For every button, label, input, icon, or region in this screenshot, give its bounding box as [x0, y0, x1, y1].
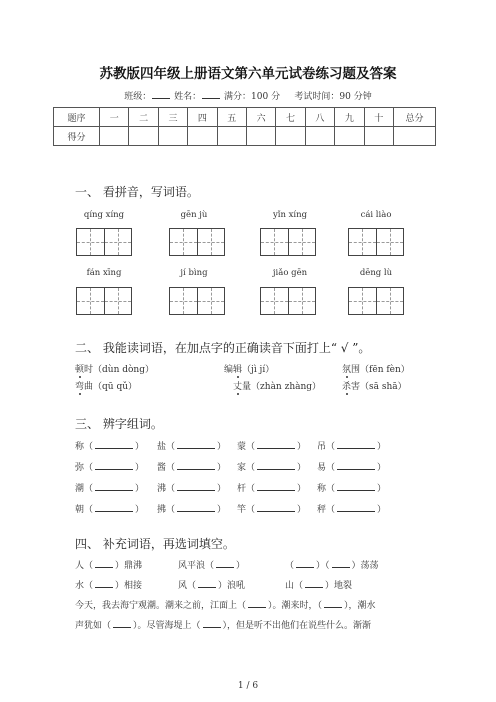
pinyin: gēn jù: [180, 210, 208, 220]
writing-grid[interactable]: [348, 228, 404, 256]
answer-blank[interactable]: [337, 503, 375, 512]
char-label: 拂: [157, 505, 167, 515]
char-item[interactable]: 竿（ ）: [237, 505, 307, 515]
writing-grid[interactable]: [260, 287, 316, 315]
reading-item[interactable]: [75, 362, 154, 375]
text-part: 风（: [178, 581, 197, 591]
answer-blank[interactable]: [257, 461, 295, 470]
score-cell: 六: [246, 108, 275, 127]
answer-blank[interactable]: [95, 482, 133, 491]
score-input-cell[interactable]: [276, 127, 305, 146]
text-part: 人（: [75, 561, 94, 571]
reading-options: （jì jí）: [242, 365, 275, 375]
reading-options: （qū qǔ）: [93, 382, 138, 392]
answer-blank[interactable]: [337, 461, 375, 470]
time-label: 考试时间：90 分钟: [294, 92, 372, 102]
char-item[interactable]: 酱（ ）: [157, 463, 227, 473]
score-row-label: 得分: [54, 127, 100, 146]
answer-blank[interactable]: [337, 440, 375, 449]
score-input-cell[interactable]: [158, 127, 187, 146]
char-item[interactable]: 秤（ ）: [317, 505, 387, 515]
writing-grid[interactable]: [76, 287, 132, 315]
score-cell: 四: [188, 108, 217, 127]
writing-grid[interactable]: [260, 228, 316, 256]
answer-blank[interactable]: [296, 559, 314, 568]
score-cell: 十: [364, 108, 393, 127]
idiom-item[interactable]: [285, 578, 352, 591]
text-part: 声犹如（: [75, 621, 112, 631]
answer-blank[interactable]: [332, 559, 350, 568]
text-part: ），潮水: [344, 601, 376, 611]
answer-blank[interactable]: [203, 619, 221, 628]
score-cell: 七: [276, 108, 305, 127]
char-item[interactable]: 朝（ ）: [75, 505, 145, 515]
char-label: 秤: [317, 505, 327, 515]
text-part: 风平浪（: [178, 561, 215, 571]
score-cell: 二: [129, 108, 158, 127]
dotted-char: 弯: [75, 382, 85, 392]
score-table: [53, 107, 436, 146]
answer-blank[interactable]: [95, 440, 133, 449]
word-part: 编: [224, 365, 234, 375]
answer-blank[interactable]: [337, 482, 375, 491]
reading-item[interactable]: [224, 362, 274, 375]
char-item[interactable]: 盐（ ）: [157, 442, 227, 452]
score-input-cell[interactable]: [305, 127, 334, 146]
reading-item[interactable]: [233, 379, 321, 392]
word-part: 围: [351, 365, 361, 375]
char-label: 酱: [157, 463, 167, 473]
word-part: 害: [351, 382, 361, 392]
word-part: 时: [84, 365, 94, 375]
idiom-item[interactable]: [178, 578, 245, 591]
score-input-cell[interactable]: [100, 127, 129, 146]
dotted-char: 辑: [233, 365, 243, 375]
writing-grid[interactable]: [169, 228, 225, 256]
score-input-cell[interactable]: [246, 127, 275, 146]
pinyin: qíng xíng: [83, 210, 125, 220]
score-cell: 九: [335, 108, 364, 127]
text-part: ）。尽管海堤上（: [133, 621, 201, 631]
answer-blank[interactable]: [216, 559, 234, 568]
answer-blank[interactable]: [198, 579, 216, 588]
writing-grid[interactable]: [348, 287, 404, 315]
answer-blank[interactable]: [177, 440, 215, 449]
char-label: 朝: [75, 505, 85, 515]
score-label: 满分：100 分: [224, 92, 281, 102]
idiom-item[interactable]: [178, 558, 245, 571]
char-label: 盐: [157, 442, 167, 452]
dotted-char: 氛: [342, 365, 352, 375]
reading-options: （sā shā）: [360, 382, 407, 392]
section2-heading: 二、 我能读词语，在加点字的正确读音下面打上“ √ ”。: [75, 341, 371, 355]
score-input-cell[interactable]: [129, 127, 158, 146]
score-cell: 总分: [394, 108, 436, 127]
section3-heading: 三、 辨字组词。: [75, 417, 163, 431]
answer-blank[interactable]: [257, 482, 295, 491]
class-blank[interactable]: [152, 89, 170, 99]
answer-blank[interactable]: [257, 503, 295, 512]
section1-heading: 一、 看拼音，写词语。: [75, 185, 199, 199]
pinyin: dēng lù: [359, 268, 393, 278]
text-part: ）浪吼: [218, 581, 246, 591]
text-part: 今天，我去海宁观潮。潮来之前，江面上（: [75, 601, 247, 611]
score-cell: 三: [158, 108, 187, 127]
char-item[interactable]: 易（ ）: [317, 463, 387, 473]
pinyin: yǐn xíng: [272, 210, 308, 220]
score-input-cell[interactable]: [188, 127, 217, 146]
idiom-item[interactable]: [75, 578, 142, 591]
char-item[interactable]: 沸（ ）: [157, 484, 227, 494]
char-item[interactable]: 称（ ）: [317, 484, 387, 494]
name-blank[interactable]: [202, 89, 220, 99]
page-title: 苏教版四年级上册语文第六单元试卷练习题及答案: [99, 66, 397, 82]
answer-blank[interactable]: [95, 579, 113, 588]
char-label: 弥: [75, 463, 85, 473]
char-label: 杆: [237, 484, 247, 494]
char-item[interactable]: 拂（ ）: [157, 505, 227, 515]
name-label: 姓名：: [174, 92, 202, 102]
word-part: 曲: [84, 382, 94, 392]
score-input-cell[interactable]: [335, 127, 364, 146]
text-part: ）（: [316, 561, 330, 571]
fill-paragraph-line[interactable]: [75, 598, 376, 611]
char-item[interactable]: 杆（ ）: [237, 484, 307, 494]
score-table-header-row: [54, 108, 436, 127]
char-item[interactable]: 吊（ ）: [317, 442, 387, 452]
text-part: 山（: [285, 581, 304, 591]
text-part: ）: [236, 561, 246, 571]
answer-blank[interactable]: [324, 599, 342, 608]
char-item[interactable]: 潮（ ）: [75, 484, 145, 494]
char-label: 称: [75, 442, 85, 452]
char-item[interactable]: 弥（ ）: [75, 463, 145, 473]
reading-options: （fēn fèn）: [360, 365, 410, 375]
dotted-char: 丈: [233, 382, 243, 392]
dotted-char: 顿: [75, 365, 85, 375]
char-label: 易: [317, 463, 327, 473]
char-label: 潮: [75, 484, 85, 494]
answer-blank[interactable]: [177, 503, 215, 512]
pinyin: fán xīng: [86, 268, 122, 278]
answer-blank[interactable]: [177, 461, 215, 470]
pinyin: jiǎo gēn: [272, 268, 308, 278]
score-input-cell[interactable]: [364, 127, 393, 146]
char-item[interactable]: 蒙（ ）: [237, 442, 307, 452]
pinyin: jí bìng: [180, 268, 208, 278]
char-label: 称: [317, 484, 327, 494]
answer-blank[interactable]: [95, 461, 133, 470]
text-part: ）相接: [115, 581, 143, 591]
answer-blank[interactable]: [95, 559, 113, 568]
section4-heading: 四、 补充词语，再选词填空。: [75, 537, 235, 551]
idiom-item[interactable]: [285, 558, 379, 571]
answer-blank[interactable]: [248, 599, 266, 608]
reading-options: （dùn dòng）: [93, 365, 154, 375]
score-cell: 八: [305, 108, 334, 127]
idiom-item[interactable]: [75, 558, 142, 571]
reading-options: （zhàn zhàng）: [251, 382, 322, 392]
class-label: 班级：: [124, 92, 152, 102]
score-cell: 五: [217, 108, 246, 127]
exam-info: [0, 89, 496, 102]
text-part: ）鼎沸: [115, 561, 143, 571]
answer-blank[interactable]: [305, 579, 323, 588]
answer-blank[interactable]: [113, 619, 131, 628]
text-part: ），但是听不出他们在说些什么。渐渐: [222, 621, 372, 631]
word-part: 量: [242, 382, 252, 392]
char-label: 沸: [157, 484, 167, 494]
char-item[interactable]: 称（ ）: [75, 442, 145, 452]
score-table-score-row: [54, 127, 436, 146]
writing-grid[interactable]: [169, 287, 225, 315]
dotted-char: 杀: [342, 382, 352, 392]
fill-paragraph-line[interactable]: [75, 618, 371, 631]
reading-item[interactable]: [342, 362, 410, 375]
page-number: 1 / 6: [237, 681, 259, 691]
char-label: 竿: [237, 505, 247, 515]
reading-item[interactable]: [75, 379, 137, 392]
char-label: 吊: [317, 442, 327, 452]
score-input-cell[interactable]: [394, 127, 436, 146]
char-label: 蒙: [237, 442, 247, 452]
score-cell: 一: [100, 108, 129, 127]
text-part: （: [285, 561, 295, 571]
reading-item[interactable]: [342, 379, 407, 392]
pinyin: cái liào: [360, 210, 392, 220]
writing-grid[interactable]: [76, 228, 132, 256]
char-item[interactable]: 家（ ）: [237, 463, 307, 473]
text-part: 水（: [75, 581, 94, 591]
answer-blank[interactable]: [177, 482, 215, 491]
score-cell: 题序: [54, 108, 100, 127]
score-input-cell[interactable]: [217, 127, 246, 146]
answer-blank[interactable]: [95, 503, 133, 512]
answer-blank[interactable]: [257, 440, 295, 449]
text-part: ）荡荡: [351, 561, 379, 571]
text-part: ）。潮来时，（: [268, 601, 323, 611]
char-label: 家: [237, 463, 247, 473]
text-part: ）地裂: [325, 581, 353, 591]
